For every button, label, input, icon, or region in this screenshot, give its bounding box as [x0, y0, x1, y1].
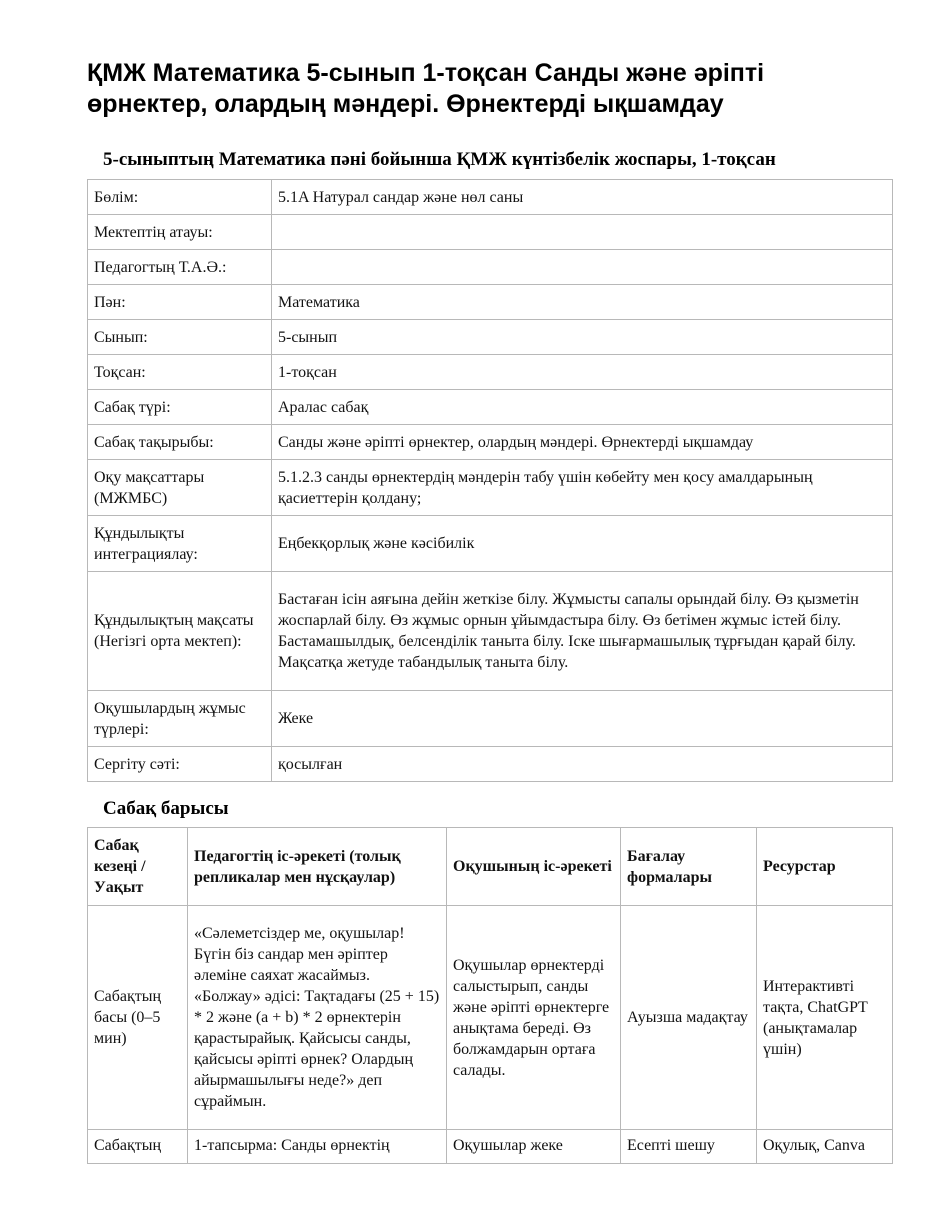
info-value: Санды және әріпті өрнектер, олардың мәндері. Өрнектерді ықшамдау [272, 425, 893, 460]
info-label: Сынып: [88, 320, 272, 355]
info-label: Оқу мақсаттары (МЖМБС) [88, 460, 272, 516]
info-label: Пән: [88, 285, 272, 320]
table-row [88, 906, 893, 1130]
table-cell: «Сәлеметсіздер ме, оқушылар! Бүгін біз сандар мен әріптер әлеміне саяхат жасаймыз. «Болжау» әдісі: Тақтадағы (25 + 15) * 2 және (a + b) * 2 өрнектерін қарастырайық. Қайсысы санды, қайсысы әріпті өрнек? Олардың айырмашылығы неде?» деп сұраймын. [188, 906, 447, 1130]
table-cell: Интерактивті тақта, ChatGPT (анықтамалар үшін) [757, 906, 893, 1130]
lesson-info-table [87, 179, 893, 782]
column-header-student-activity: Оқушының іс-әрекеті [447, 828, 621, 906]
info-row [88, 425, 893, 460]
info-label: Педагогтың Т.А.Ә.: [88, 250, 272, 285]
info-row [88, 460, 893, 516]
info-label: Тоқсан: [88, 355, 272, 390]
plan-heading: 5-сыныптың Математика пәні бойынша ҚМЖ күнтізбелік жоспары, 1-тоқсан [103, 149, 776, 170]
info-value [272, 250, 893, 285]
info-row [88, 250, 893, 285]
column-header-resources: Ресурстар [757, 828, 893, 906]
info-value: Аралас сабақ [272, 390, 893, 425]
document-title: ҚМЖ Математика 5-сынып 1-тоқсан Санды және әріпті өрнектер, олардың мәндері. Өрнектерді ықшамдау [87, 59, 765, 118]
table-cell: Сабақтың [88, 1130, 188, 1164]
column-header-stage: Сабақ кезеңі / Уақыт [88, 828, 188, 906]
info-row [88, 572, 893, 691]
info-label: Сергіту сәті: [88, 747, 272, 782]
info-label: Оқушылардың жұмыс түрлері: [88, 691, 272, 747]
table-cell: Есепті шешу [621, 1130, 757, 1164]
table-cell: Сабақтың басы (0–5 мин) [88, 906, 188, 1130]
info-label: Мектептің атауы: [88, 215, 272, 250]
table-header-row [88, 828, 893, 906]
info-label: Сабақ түрі: [88, 390, 272, 425]
table-cell: Ауызша мадақтау [621, 906, 757, 1130]
column-header-assessment: Бағалау формалары [621, 828, 757, 906]
info-value: 5.1.2.3 санды өрнектердің мәндерін табу үшін көбейту мен қосу амалдарының қасиеттерін қолдану; [272, 460, 893, 516]
lesson-progress-table [87, 827, 893, 1164]
info-value: 5-сынып [272, 320, 893, 355]
info-label: Құндылықты интеграциялау: [88, 516, 272, 572]
table-row [88, 1130, 893, 1164]
info-row [88, 180, 893, 215]
info-row [88, 215, 893, 250]
table-cell: Оқушылар өрнектерді салыстырып, санды және әріпті өрнектерге анықтама береді. Өз болжамдарын ортаға салады. [447, 906, 621, 1130]
info-row [88, 355, 893, 390]
info-value: 1-тоқсан [272, 355, 893, 390]
info-row [88, 390, 893, 425]
info-label: Құндылықтың мақсаты (Негізгі орта мектеп): [88, 572, 272, 691]
lesson-progress-heading: Сабақ барысы [103, 798, 229, 819]
table-cell: Оқулық, Canva [757, 1130, 893, 1164]
info-label: Сабақ тақырыбы: [88, 425, 272, 460]
info-row [88, 747, 893, 782]
info-row [88, 516, 893, 572]
info-value: 5.1A Натурал сандар және нөл саны [272, 180, 893, 215]
info-row [88, 691, 893, 747]
info-row [88, 320, 893, 355]
info-value: Бастаған ісін аяғына дейін жеткізе білу. Жұмысты сапалы орындай білу. Өз қызметін жоспарлай білу. Өз жұмыс орнын ұйымдастыра білу. Өз бетімен жұмыс істей білу. Бастамашылдық, белсенділік таныта білу. Іске шығармашылық тұрғыдан қарай білу. Мақсатқа жетуде табандылық таныта білу. [272, 572, 893, 691]
info-label: Бөлім: [88, 180, 272, 215]
table-cell: 1-тапсырма: Санды өрнектің [188, 1130, 447, 1164]
info-value [272, 215, 893, 250]
column-header-teacher-activity: Педагогтің іс-әрекеті (толық репликалар мен нұсқаулар) [188, 828, 447, 906]
info-value: қосылған [272, 747, 893, 782]
info-value: Математика [272, 285, 893, 320]
info-value: Еңбекқорлық және кәсібилік [272, 516, 893, 572]
info-row [88, 285, 893, 320]
table-cell: Оқушылар жеке [447, 1130, 621, 1164]
info-value: Жеке [272, 691, 893, 747]
